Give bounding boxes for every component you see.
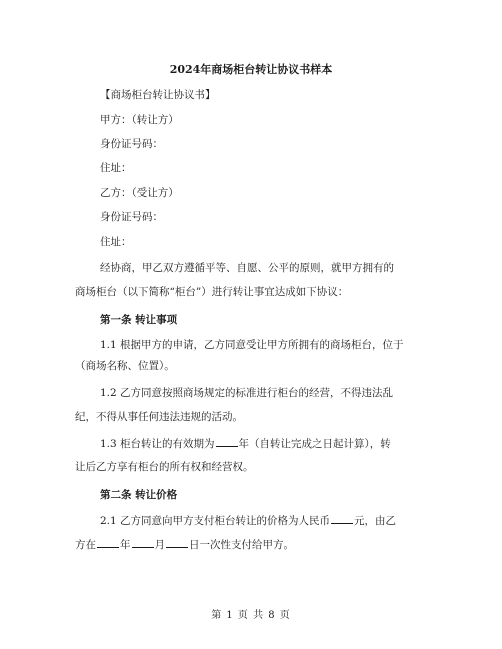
party-a-address-label: 住址： (100, 162, 132, 174)
payment-day-blank (166, 537, 188, 548)
article-1-heading: 第一条 转让事项 (100, 314, 178, 326)
price-amount-blank (331, 513, 353, 524)
party-a-id-label: 身份证号码： (100, 138, 163, 150)
agreement-subtitle: 【商场柜台转让协议书】 (100, 89, 216, 101)
clause-2-1-text-b: 元，由乙 (354, 515, 397, 527)
term-years-blank (216, 436, 238, 447)
clause-1-3-text-b: 年（自转让完成之日起计算），转 (238, 438, 391, 450)
page-number-footer: 第 1 页 共 8 页 (211, 610, 291, 621)
clause-2-1-line-1 (100, 513, 396, 528)
payment-year-blank (97, 537, 119, 548)
clause-1-1-line-2: （商场名称、位置）。 (75, 360, 175, 372)
party-b-id-label: 身份证号码： (100, 211, 163, 223)
clause-1-3-line-2: 让后乙方享有柜台的所有权和经营权。 (75, 461, 254, 473)
payment-month-blank (132, 537, 154, 548)
party-b-label: 乙方：（受让方） (100, 187, 179, 199)
month-label: 月 (154, 539, 165, 551)
party-a-label: 甲方：（转让方） (100, 114, 179, 126)
year-label: 年 (120, 539, 131, 551)
clause-1-2-line-2: 纪，不得从事任何违法违规的活动。 (75, 411, 243, 423)
clause-1-3-text-a: 1.3 柜台转让的有效期为 (100, 438, 215, 450)
article-2-heading: 第二条 转让价格 (100, 489, 178, 501)
document-title: 2024年商场柜台转让协议书样本 (169, 63, 333, 76)
clause-2-1-line-2 (75, 537, 294, 552)
clause-1-1-line-1: 1.1 根据甲方的申请，乙方同意受让甲方所拥有的商场柜台，位于 (100, 339, 404, 351)
clause-2-1-text-d: 日一次性支付给甲方。 (189, 539, 294, 551)
intro-paragraph-line-1: 经协商，甲乙双方遵循平等、自愿、公平的原则，就甲方拥有的 (100, 262, 394, 274)
clause-2-1-text-a: 2.1 乙方同意向甲方支付柜台转让的价格为人民币 (100, 515, 331, 527)
intro-paragraph-line-2: 商场柜台（以下简称“柜台”）进行转让事宜达成如下协议： (75, 286, 349, 298)
clause-1-3-line-1 (100, 436, 391, 451)
clause-2-1-text-c: 方在 (75, 539, 96, 551)
clause-1-2-line-1: 1.2 乙方同意按照商场规定的标准进行柜台的经营，不得违法乱 (100, 387, 394, 399)
party-b-address-label: 住址： (100, 236, 132, 248)
